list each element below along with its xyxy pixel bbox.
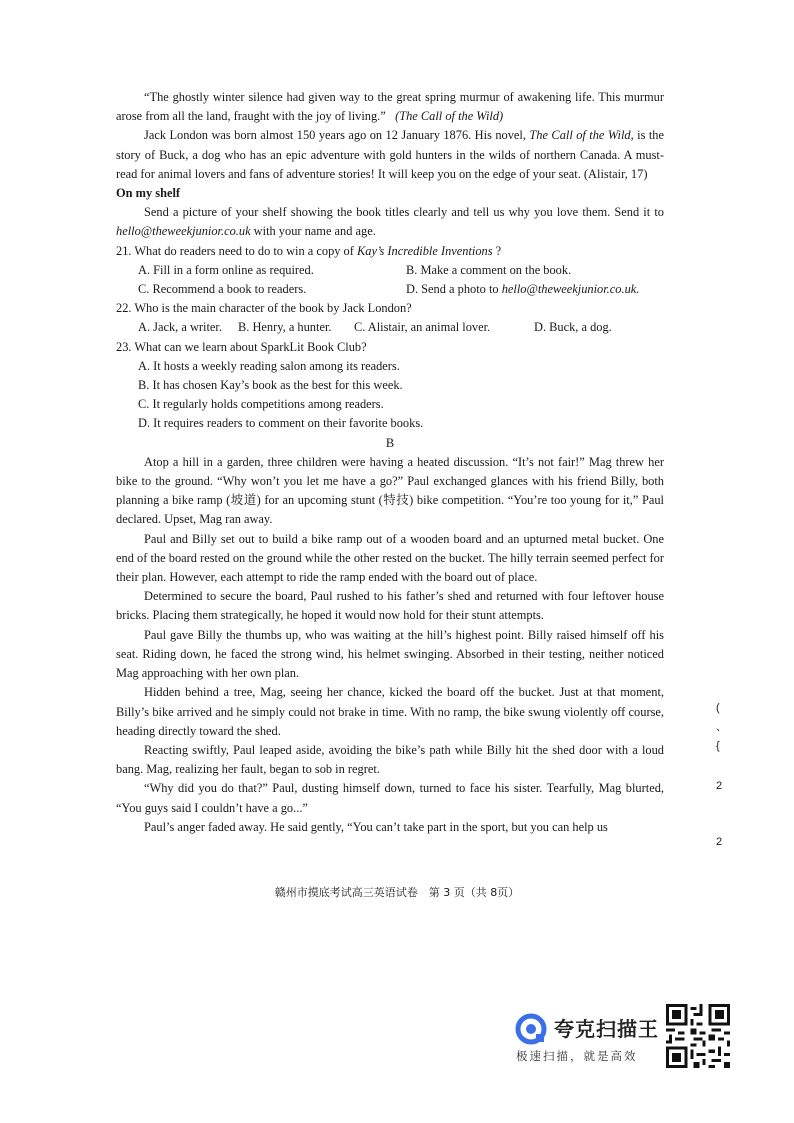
watermark-name: 夸克扫描王 [554, 1017, 659, 1041]
margin-mark: 2 [716, 836, 723, 848]
passage-b-paragraph: Paul’s anger faded away. He said gently, “You can’t take part in the sport, but you can help us [144, 819, 608, 834]
shelf-paragraph [116, 203, 664, 241]
quark-logo-icon [514, 1012, 548, 1046]
question-21-stem [116, 242, 664, 261]
quote-paragraph [116, 88, 664, 126]
q23-option-a: A. It hosts a weekly reading salon among its readers. [138, 358, 400, 373]
exam-page [116, 88, 664, 837]
q22-option-d: D. Buck, a dog. [534, 320, 612, 335]
passage-b-label: B [385, 435, 395, 450]
q21-option-c: C. Recommend a book to readers. [138, 282, 307, 297]
shelf-text-1: Send a picture of your shelf showing the book titles clearly and tell us why you love them. Send it to [144, 205, 664, 220]
q21-stem-2: ? [492, 243, 502, 258]
quote-source: (The Call of the Wild) [395, 109, 504, 124]
quote-text: “The ghostly winter silence had given way to the great spring murmur of awakening life. This murmur arose from all the land, fraught with the joy of living.” [116, 90, 664, 124]
q21-option-d [406, 280, 686, 299]
passage-b-paragraph: Reacting swiftly, Paul leaped aside, avoiding the bike’s path while Billy hit the shed door with a loud bang. Mag, realizing her fault, began to sob in regret. [116, 742, 664, 777]
passage-b-paragraph: Hidden behind a tree, Mag, seeing her chance, kicked the board off the bucket. Just at that moment, Billy’s bike arrived and he simply could not brake in time. With no ramp, the bike swung violently off course, heading directly toward the shed. [116, 685, 664, 738]
question-22-options [138, 318, 664, 337]
shelf-email: hello@theweekjunior.co.uk [116, 224, 251, 239]
question-22-stem: 22. Who is the main character of the book by Jack London? [116, 301, 412, 316]
scanner-watermark [514, 1010, 664, 1070]
q21-option-d-text: D. Send a photo to [406, 282, 502, 297]
watermark-slogan: 极速扫描，就是高效 [516, 1049, 638, 1063]
q21-option-d-email: hello@theweekjunior.co.uk. [501, 282, 640, 297]
review-text-1: Jack London was born almost 150 years ago on 12 January 1876. His novel, [144, 128, 530, 143]
passage-b-paragraph: “Why did you do that?” Paul, dusting himself down, turned to face his sister. Tearfully, Mag blurted, “You guys said I couldn’t have a go...” [116, 781, 664, 815]
page-footer: 赣州市摸底考试高三英语试卷 第 3 页（共 8页） [274, 886, 520, 899]
margin-mark: 2 [716, 780, 723, 792]
q22-option-c: C. Alistair, an animal lover. [354, 320, 491, 335]
q22-option-a: A. Jack, a writer. [138, 320, 222, 335]
margin-mark: ( [716, 702, 720, 714]
q23-option-d: D. It requires readers to comment on their favorite books. [138, 416, 424, 431]
shelf-text-2: with your name and age. [250, 224, 376, 239]
passage-b-paragraph: Paul and Billy set out to build a bike ramp out of a wooden board and an upturned metal bucket. One end of the board rested on the ground while the other rested on the bucket. The hilly terrain seemed perfect for their plan. However, each attempt to ride the ramp ended with the board out of place. [116, 531, 664, 585]
question-23-stem: 23. What can we learn about SparkLit Book Club? [116, 339, 367, 354]
shelf-heading: On my shelf [116, 186, 181, 201]
review-text-2: is the story of Buck, a dog who has an epic adventure with gold hunters in the wilds of northern Canada. A must-read for animal lovers and fans of adventure stories! It will keep you on the edge of your seat. (Alistair, 17) [116, 128, 664, 181]
review-paragraph [116, 126, 664, 184]
question-21-options [138, 261, 664, 299]
q23-option-b: B. It has chosen Kay’s book as the best for this week. [138, 378, 403, 393]
qr-code-icon [666, 1004, 730, 1068]
passage-b-paragraph: Determined to secure the board, Paul rushed to his father’s shed and returned with four leftover house bricks. Placing them strategically, he hoped it would now hold for their stunt attempts. [116, 589, 664, 623]
q21-stem-1: 21. What do readers need to do to win a copy of [116, 243, 357, 258]
q23-option-c: C. It regularly holds competitions among readers. [138, 397, 384, 412]
q21-book-title: Kay’s Incredible Inventions [356, 243, 493, 258]
passage-b-paragraph: Paul gave Billy the thumbs up, who was waiting at the hill’s highest point. Billy raised himself off his seat. Riding down, he faced the strong wind, his helmet swinging. Absorbed in their testing, neither noticed Mag approaching with her own plan. [116, 627, 664, 681]
margin-mark: { [716, 740, 720, 752]
review-book-title: The Call of the Wild, [529, 128, 634, 143]
passage-b-paragraph: Atop a hill in a garden, three children were having a heated discussion. “It’s not fair!” Mag threw her bike to the ground. “Why won’t you let me have a go?” Paul exchanged glances with his friend Billy, both planning a bike ramp (坡道) for an upcoming stunt (特技) bike competition. “You’re too young for it,” Paul declared. Upset, Mag ran away. [116, 454, 664, 527]
q22-option-b: B. Henry, a hunter. [238, 320, 332, 335]
q21-option-a: A. Fill in a form online as required. [138, 262, 314, 277]
question-23-options [138, 357, 664, 434]
q21-option-b: B. Make a comment on the book. [406, 262, 572, 277]
margin-mark: 、 [716, 721, 727, 733]
